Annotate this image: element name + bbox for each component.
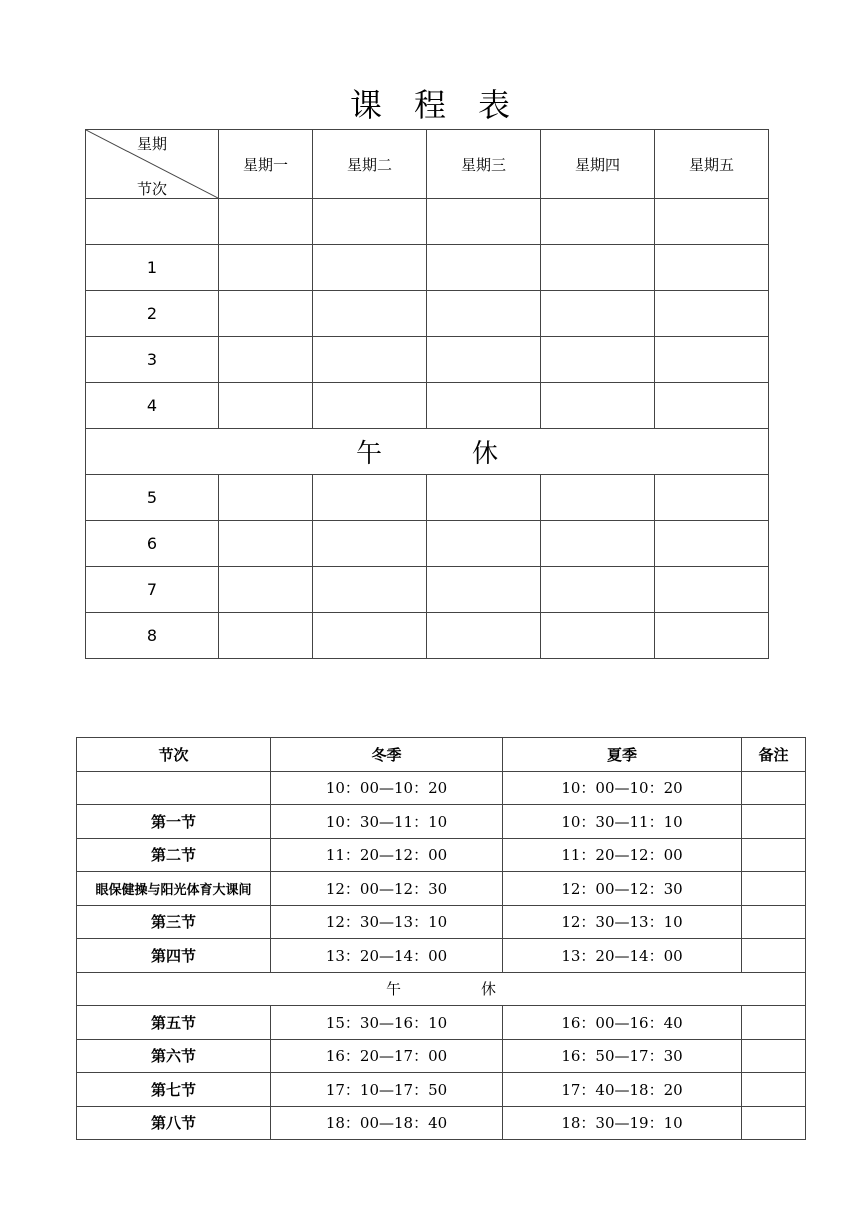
winter-time: 15：30—16：10 <box>271 1006 503 1040</box>
summer-time: 16：50—17：30 <box>503 1039 742 1073</box>
class-slot-cell <box>219 567 313 613</box>
summer-time: 10：30—11：10 <box>503 805 742 839</box>
class-slot-cell <box>541 567 655 613</box>
summer-time: 16：00—16：40 <box>503 1006 742 1040</box>
schedule-noon-row <box>77 972 806 1006</box>
period-label: 第六节 <box>77 1039 271 1073</box>
class-slot-cell <box>313 567 427 613</box>
schedule-row <box>77 771 806 805</box>
class-slot-cell <box>427 245 541 291</box>
class-slot-cell <box>655 521 769 567</box>
period-number: 1 <box>86 245 219 291</box>
schedule-row <box>77 872 806 906</box>
class-slot-cell <box>427 521 541 567</box>
class-slot-cell <box>655 291 769 337</box>
timetable-row <box>86 199 769 245</box>
note-cell <box>742 1106 806 1140</box>
timetable-row <box>86 383 769 429</box>
note-cell <box>742 1039 806 1073</box>
class-slot-cell <box>541 613 655 659</box>
schedule-table <box>76 737 806 1140</box>
schedule-header-row <box>77 738 806 772</box>
class-slot-cell <box>313 291 427 337</box>
winter-time: 12：30—13：10 <box>271 905 503 939</box>
schedule-row <box>77 838 806 872</box>
summer-time: 12：00—12：30 <box>503 872 742 906</box>
class-slot-cell <box>427 383 541 429</box>
note-cell <box>742 939 806 973</box>
class-slot-cell <box>219 475 313 521</box>
class-slot-cell <box>427 199 541 245</box>
summer-time: 13：20—14：00 <box>503 939 742 973</box>
note-cell <box>742 905 806 939</box>
timetable-header-row <box>86 130 769 199</box>
period-label: 第三节 <box>77 905 271 939</box>
winter-time: 16：20—17：00 <box>271 1039 503 1073</box>
note-cell <box>742 872 806 906</box>
class-slot-cell <box>541 337 655 383</box>
class-slot-cell <box>219 521 313 567</box>
summer-time: 10：00—10：20 <box>503 771 742 805</box>
note-cell <box>742 805 806 839</box>
class-slot-cell <box>313 521 427 567</box>
class-slot-cell <box>219 199 313 245</box>
summer-time: 18：30—19：10 <box>503 1106 742 1140</box>
class-slot-cell <box>313 383 427 429</box>
class-slot-cell <box>541 199 655 245</box>
class-slot-cell <box>541 521 655 567</box>
timetable-row <box>86 521 769 567</box>
schedule-noon-cell <box>77 972 806 1006</box>
period-label: 眼保健操与阳光体育大课间 <box>77 872 271 906</box>
class-slot-cell <box>655 199 769 245</box>
header-summer: 夏季 <box>503 738 742 772</box>
schedule-row <box>77 939 806 973</box>
class-slot-cell <box>655 567 769 613</box>
class-slot-cell <box>219 337 313 383</box>
schedule-row <box>77 1006 806 1040</box>
day-header: 星期二 <box>313 130 427 199</box>
period-number: 8 <box>86 613 219 659</box>
class-slot-cell <box>655 475 769 521</box>
period-number: 4 <box>86 383 219 429</box>
class-slot-cell <box>219 613 313 659</box>
class-slot-cell <box>655 245 769 291</box>
class-slot-cell <box>313 199 427 245</box>
period-number: 5 <box>86 475 219 521</box>
timetable-row <box>86 567 769 613</box>
summer-time: 17：40—18：20 <box>503 1073 742 1107</box>
header-note: 备注 <box>742 738 806 772</box>
period-label: 第二节 <box>77 838 271 872</box>
class-slot-cell <box>655 613 769 659</box>
day-header: 星期一 <box>219 130 313 199</box>
noon-break-char-2: 休 <box>472 439 499 469</box>
class-slot-cell <box>427 337 541 383</box>
class-slot-cell <box>313 337 427 383</box>
noon-break-row <box>86 429 769 475</box>
period-number: 2 <box>86 291 219 337</box>
timetable-row <box>86 613 769 659</box>
period-number: 6 <box>86 521 219 567</box>
winter-time: 10：30—11：10 <box>271 805 503 839</box>
class-slot-cell <box>313 613 427 659</box>
noon-char-1: 午 <box>385 980 401 999</box>
winter-time: 18：00—18：40 <box>271 1106 503 1140</box>
period-number: 7 <box>86 567 219 613</box>
period-number <box>86 199 219 245</box>
corner-day-label: 星期 <box>137 135 168 153</box>
period-label: 第七节 <box>77 1073 271 1107</box>
timetable-row <box>86 291 769 337</box>
header-winter: 冬季 <box>271 738 503 772</box>
page-title: 课 程 表 <box>349 86 510 124</box>
noon-char-2: 休 <box>481 980 497 999</box>
winter-time: 11：20—12：00 <box>271 838 503 872</box>
note-cell <box>742 1006 806 1040</box>
schedule-row <box>77 1073 806 1107</box>
period-number: 3 <box>86 337 219 383</box>
class-slot-cell <box>219 245 313 291</box>
timetable-grid <box>85 129 769 659</box>
note-cell <box>742 771 806 805</box>
class-slot-cell <box>219 383 313 429</box>
class-slot-cell <box>313 475 427 521</box>
corner-cell <box>86 130 219 199</box>
schedule-row <box>77 1106 806 1140</box>
class-slot-cell <box>541 475 655 521</box>
class-slot-cell <box>427 613 541 659</box>
schedule-row <box>77 805 806 839</box>
class-slot-cell <box>655 383 769 429</box>
class-slot-cell <box>427 475 541 521</box>
class-slot-cell <box>427 567 541 613</box>
period-label: 第四节 <box>77 939 271 973</box>
day-header: 星期四 <box>541 130 655 199</box>
noon-break-cell <box>86 429 769 475</box>
schedule-row <box>77 905 806 939</box>
class-slot-cell <box>541 383 655 429</box>
winter-time: 10：00—10：20 <box>271 771 503 805</box>
summer-time: 11：20—12：00 <box>503 838 742 872</box>
note-cell <box>742 838 806 872</box>
schedule-row <box>77 1039 806 1073</box>
timetable-row <box>86 245 769 291</box>
period-label <box>77 771 271 805</box>
timetable-row <box>86 475 769 521</box>
winter-time: 13：20—14：00 <box>271 939 503 973</box>
class-slot-cell <box>313 245 427 291</box>
winter-time: 17：10—17：50 <box>271 1073 503 1107</box>
class-slot-cell <box>655 337 769 383</box>
corner-period-label: 节次 <box>137 180 168 198</box>
winter-time: 12：00—12：30 <box>271 872 503 906</box>
class-slot-cell <box>541 291 655 337</box>
note-cell <box>742 1073 806 1107</box>
class-slot-cell <box>219 291 313 337</box>
day-header: 星期三 <box>427 130 541 199</box>
class-slot-cell <box>541 245 655 291</box>
summer-time: 12：30—13：10 <box>503 905 742 939</box>
period-label: 第八节 <box>77 1106 271 1140</box>
timetable-row <box>86 337 769 383</box>
class-slot-cell <box>427 291 541 337</box>
noon-break-char-1: 午 <box>355 439 382 469</box>
period-label: 第一节 <box>77 805 271 839</box>
day-header: 星期五 <box>655 130 769 199</box>
header-period: 节次 <box>77 738 271 772</box>
period-label: 第五节 <box>77 1006 271 1040</box>
